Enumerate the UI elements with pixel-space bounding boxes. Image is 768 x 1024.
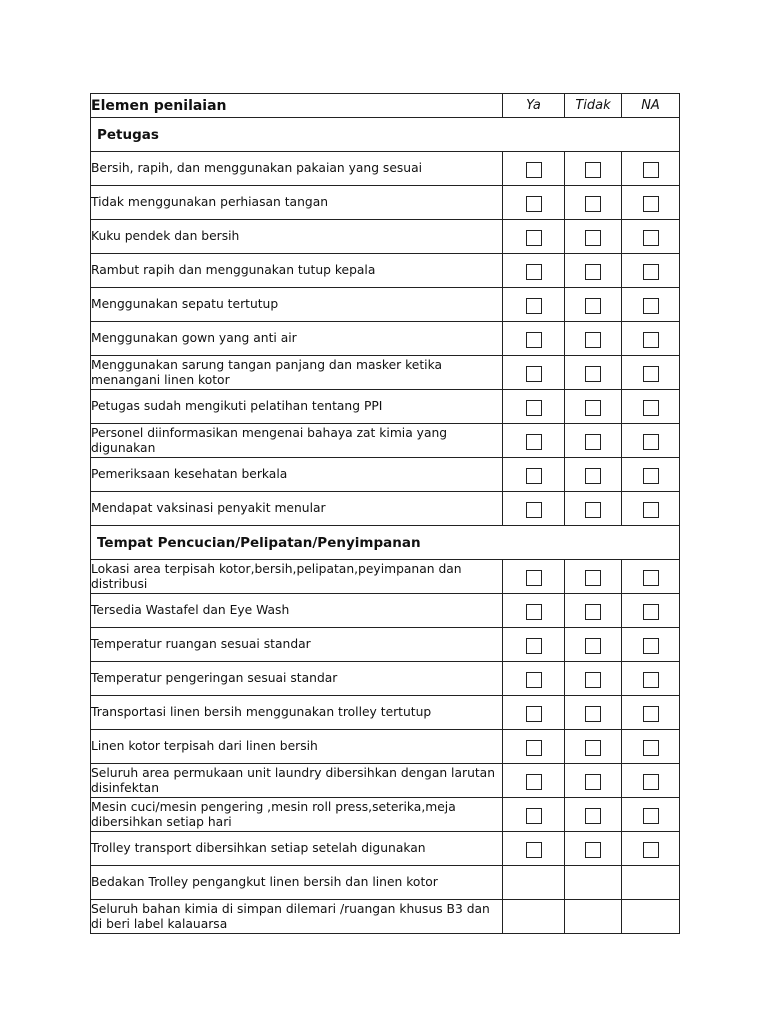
- table-row: [91, 322, 680, 356]
- criterion-label: Tidak menggunakan perhiasan tangan: [91, 186, 503, 220]
- cell-ya: [503, 390, 565, 424]
- cell-na: [622, 560, 680, 594]
- cell-ya: [503, 254, 565, 288]
- checkbox-na[interactable]: [643, 706, 659, 722]
- cell-ya: [503, 288, 565, 322]
- criterion-label: Trolley transport dibersihkan setiap setelah digunakan: [91, 832, 503, 866]
- criterion-label: Mesin cuci/mesin pengering ,mesin roll press,seterika,meja dibersihkan setiap hari: [91, 798, 503, 832]
- cell-tidak: [565, 186, 622, 220]
- checkbox-ya[interactable]: [526, 196, 542, 212]
- checkbox-na[interactable]: [643, 332, 659, 348]
- checkbox-tidak[interactable]: [585, 774, 601, 790]
- table-row: [91, 186, 680, 220]
- table-row: [91, 832, 680, 866]
- cell-ya: [503, 730, 565, 764]
- criterion-label: Kuku pendek dan bersih: [91, 220, 503, 254]
- checkbox-na[interactable]: [643, 774, 659, 790]
- cell-ya: [503, 458, 565, 492]
- checkbox-na[interactable]: [643, 808, 659, 824]
- cell-na: [622, 764, 680, 798]
- cell-na: [622, 356, 680, 390]
- cell-tidak: [565, 900, 622, 934]
- checkbox-na[interactable]: [643, 740, 659, 756]
- table-row: [91, 288, 680, 322]
- checkbox-ya[interactable]: [526, 740, 542, 756]
- checkbox-ya[interactable]: [526, 706, 542, 722]
- checkbox-tidak[interactable]: [585, 434, 601, 450]
- table-row: [91, 492, 680, 526]
- cell-ya: [503, 594, 565, 628]
- cell-ya: [503, 764, 565, 798]
- cell-ya: [503, 662, 565, 696]
- checkbox-ya[interactable]: [526, 332, 542, 348]
- criterion-label: Personel diinformasikan mengenai bahaya zat kimia yang digunakan: [91, 424, 503, 458]
- table-header-row: [91, 94, 680, 118]
- criterion-label: Lokasi area terpisah kotor,bersih,pelipatan,peyimpanan dan distribusi: [91, 560, 503, 594]
- cell-ya: [503, 560, 565, 594]
- cell-tidak: [565, 866, 622, 900]
- table-row: [91, 594, 680, 628]
- cell-na: [622, 900, 680, 934]
- cell-ya: [503, 798, 565, 832]
- table-row: [91, 628, 680, 662]
- checkbox-ya[interactable]: [526, 842, 542, 858]
- section-row: [91, 118, 680, 152]
- table-row: [91, 662, 680, 696]
- checkbox-tidak[interactable]: [585, 604, 601, 620]
- cell-ya: [503, 322, 565, 356]
- cell-na: [622, 832, 680, 866]
- cell-ya: [503, 186, 565, 220]
- table-row: [91, 798, 680, 832]
- checkbox-tidak[interactable]: [585, 570, 601, 586]
- cell-ya: [503, 356, 565, 390]
- cell-tidak: [565, 560, 622, 594]
- checkbox-tidak[interactable]: [585, 740, 601, 756]
- checkbox-ya[interactable]: [526, 468, 542, 484]
- table-row: [91, 696, 680, 730]
- cell-tidak: [565, 662, 622, 696]
- table-row: [91, 254, 680, 288]
- cell-na: [622, 424, 680, 458]
- checkbox-na[interactable]: [643, 196, 659, 212]
- checkbox-tidak[interactable]: [585, 366, 601, 382]
- header-tidak: Tidak: [565, 94, 622, 118]
- checkbox-tidak[interactable]: [585, 196, 601, 212]
- cell-tidak: [565, 220, 622, 254]
- table-row: [91, 152, 680, 186]
- table-row: [91, 220, 680, 254]
- checkbox-tidak[interactable]: [585, 298, 601, 314]
- checkbox-tidak[interactable]: [585, 264, 601, 280]
- checkbox-tidak[interactable]: [585, 706, 601, 722]
- criterion-label: Petugas sudah mengikuti pelatihan tentang PPI: [91, 390, 503, 424]
- cell-ya: [503, 628, 565, 662]
- cell-na: [622, 866, 680, 900]
- checkbox-tidak[interactable]: [585, 672, 601, 688]
- table-row: [91, 900, 680, 934]
- checkbox-tidak[interactable]: [585, 468, 601, 484]
- section-title: Tempat Pencucian/Pelipatan/Penyimpanan: [91, 526, 680, 560]
- cell-na: [622, 662, 680, 696]
- checkbox-na[interactable]: [643, 298, 659, 314]
- cell-na: [622, 696, 680, 730]
- table-row: [91, 458, 680, 492]
- cell-ya: [503, 832, 565, 866]
- checkbox-ya[interactable]: [526, 162, 542, 178]
- checkbox-ya[interactable]: [526, 434, 542, 450]
- table-row: [91, 764, 680, 798]
- header-na: NA: [622, 94, 680, 118]
- checkbox-ya[interactable]: [526, 264, 542, 280]
- checkbox-na[interactable]: [643, 162, 659, 178]
- cell-tidak: [565, 730, 622, 764]
- checkbox-na[interactable]: [643, 400, 659, 416]
- criterion-label: Seluruh area permukaan unit laundry dibersihkan dengan larutan disinfektan: [91, 764, 503, 798]
- checkbox-ya[interactable]: [526, 366, 542, 382]
- checkbox-ya[interactable]: [526, 298, 542, 314]
- cell-tidak: [565, 798, 622, 832]
- checkbox-ya[interactable]: [526, 774, 542, 790]
- cell-na: [622, 254, 680, 288]
- checkbox-na[interactable]: [643, 366, 659, 382]
- cell-na: [622, 492, 680, 526]
- checkbox-tidak[interactable]: [585, 502, 601, 518]
- checkbox-ya[interactable]: [526, 808, 542, 824]
- checkbox-na[interactable]: [643, 502, 659, 518]
- table-row: [91, 730, 680, 764]
- criterion-label: Tersedia Wastafel dan Eye Wash: [91, 594, 503, 628]
- cell-ya: [503, 424, 565, 458]
- cell-tidak: [565, 356, 622, 390]
- cell-tidak: [565, 458, 622, 492]
- criterion-label: Linen kotor terpisah dari linen bersih: [91, 730, 503, 764]
- checkbox-tidak[interactable]: [585, 400, 601, 416]
- checkbox-ya[interactable]: [526, 502, 542, 518]
- checkbox-na[interactable]: [643, 570, 659, 586]
- cell-tidak: [565, 832, 622, 866]
- cell-na: [622, 730, 680, 764]
- checkbox-tidak[interactable]: [585, 332, 601, 348]
- cell-na: [622, 186, 680, 220]
- cell-na: [622, 220, 680, 254]
- criterion-label: Temperatur ruangan sesuai standar: [91, 628, 503, 662]
- cell-tidak: [565, 628, 622, 662]
- cell-tidak: [565, 764, 622, 798]
- cell-tidak: [565, 696, 622, 730]
- table-row: [91, 390, 680, 424]
- cell-ya: [503, 900, 565, 934]
- table-row: [91, 356, 680, 390]
- checkbox-na[interactable]: [643, 638, 659, 654]
- cell-ya: [503, 696, 565, 730]
- checkbox-na[interactable]: [643, 230, 659, 246]
- table-row: [91, 866, 680, 900]
- criterion-label: Menggunakan sarung tangan panjang dan masker ketika menangani linen kotor: [91, 356, 503, 390]
- cell-ya: [503, 152, 565, 186]
- cell-tidak: [565, 288, 622, 322]
- cell-na: [622, 594, 680, 628]
- criterion-label: Menggunakan gown yang anti air: [91, 322, 503, 356]
- checkbox-tidak[interactable]: [585, 842, 601, 858]
- checkbox-na[interactable]: [643, 604, 659, 620]
- table-body: [91, 118, 680, 934]
- cell-na: [622, 288, 680, 322]
- checkbox-tidak[interactable]: [585, 230, 601, 246]
- cell-na: [622, 152, 680, 186]
- cell-ya: [503, 866, 565, 900]
- checkbox-na[interactable]: [643, 468, 659, 484]
- criterion-label: Transportasi linen bersih menggunakan trolley tertutup: [91, 696, 503, 730]
- header-ya: Ya: [503, 94, 565, 118]
- header-element: Elemen penilaian: [91, 94, 503, 118]
- cell-tidak: [565, 492, 622, 526]
- criterion-label: Temperatur pengeringan sesuai standar: [91, 662, 503, 696]
- cell-ya: [503, 492, 565, 526]
- cell-ya: [503, 220, 565, 254]
- checkbox-na[interactable]: [643, 264, 659, 280]
- checkbox-ya[interactable]: [526, 672, 542, 688]
- checkbox-tidak[interactable]: [585, 808, 601, 824]
- cell-na: [622, 628, 680, 662]
- criterion-label: Bersih, rapih, dan menggunakan pakaian yang sesuai: [91, 152, 503, 186]
- criterion-label: Menggunakan sepatu tertutup: [91, 288, 503, 322]
- checkbox-ya[interactable]: [526, 230, 542, 246]
- table-row: [91, 424, 680, 458]
- checkbox-ya[interactable]: [526, 638, 542, 654]
- cell-na: [622, 322, 680, 356]
- cell-tidak: [565, 424, 622, 458]
- cell-tidak: [565, 254, 622, 288]
- cell-na: [622, 458, 680, 492]
- cell-tidak: [565, 322, 622, 356]
- section-title: Petugas: [91, 118, 680, 152]
- cell-na: [622, 390, 680, 424]
- cell-tidak: [565, 594, 622, 628]
- assessment-table: [90, 93, 680, 934]
- checkbox-na[interactable]: [643, 434, 659, 450]
- criterion-label: Seluruh bahan kimia di simpan dilemari /ruangan khusus B3 dan di beri label kalauarsa: [91, 900, 503, 934]
- criterion-label: Bedakan Trolley pengangkut linen bersih dan linen kotor: [91, 866, 503, 900]
- checkbox-ya[interactable]: [526, 400, 542, 416]
- checkbox-na[interactable]: [643, 842, 659, 858]
- table-row: [91, 560, 680, 594]
- cell-na: [622, 798, 680, 832]
- criterion-label: Pemeriksaan kesehatan berkala: [91, 458, 503, 492]
- cell-tidak: [565, 390, 622, 424]
- criterion-label: Rambut rapih dan menggunakan tutup kepala: [91, 254, 503, 288]
- section-row: [91, 526, 680, 560]
- checkbox-ya[interactable]: [526, 570, 542, 586]
- checkbox-na[interactable]: [643, 672, 659, 688]
- checkbox-tidak[interactable]: [585, 162, 601, 178]
- cell-tidak: [565, 152, 622, 186]
- checkbox-ya[interactable]: [526, 604, 542, 620]
- checkbox-tidak[interactable]: [585, 638, 601, 654]
- criterion-label: Mendapat vaksinasi penyakit menular: [91, 492, 503, 526]
